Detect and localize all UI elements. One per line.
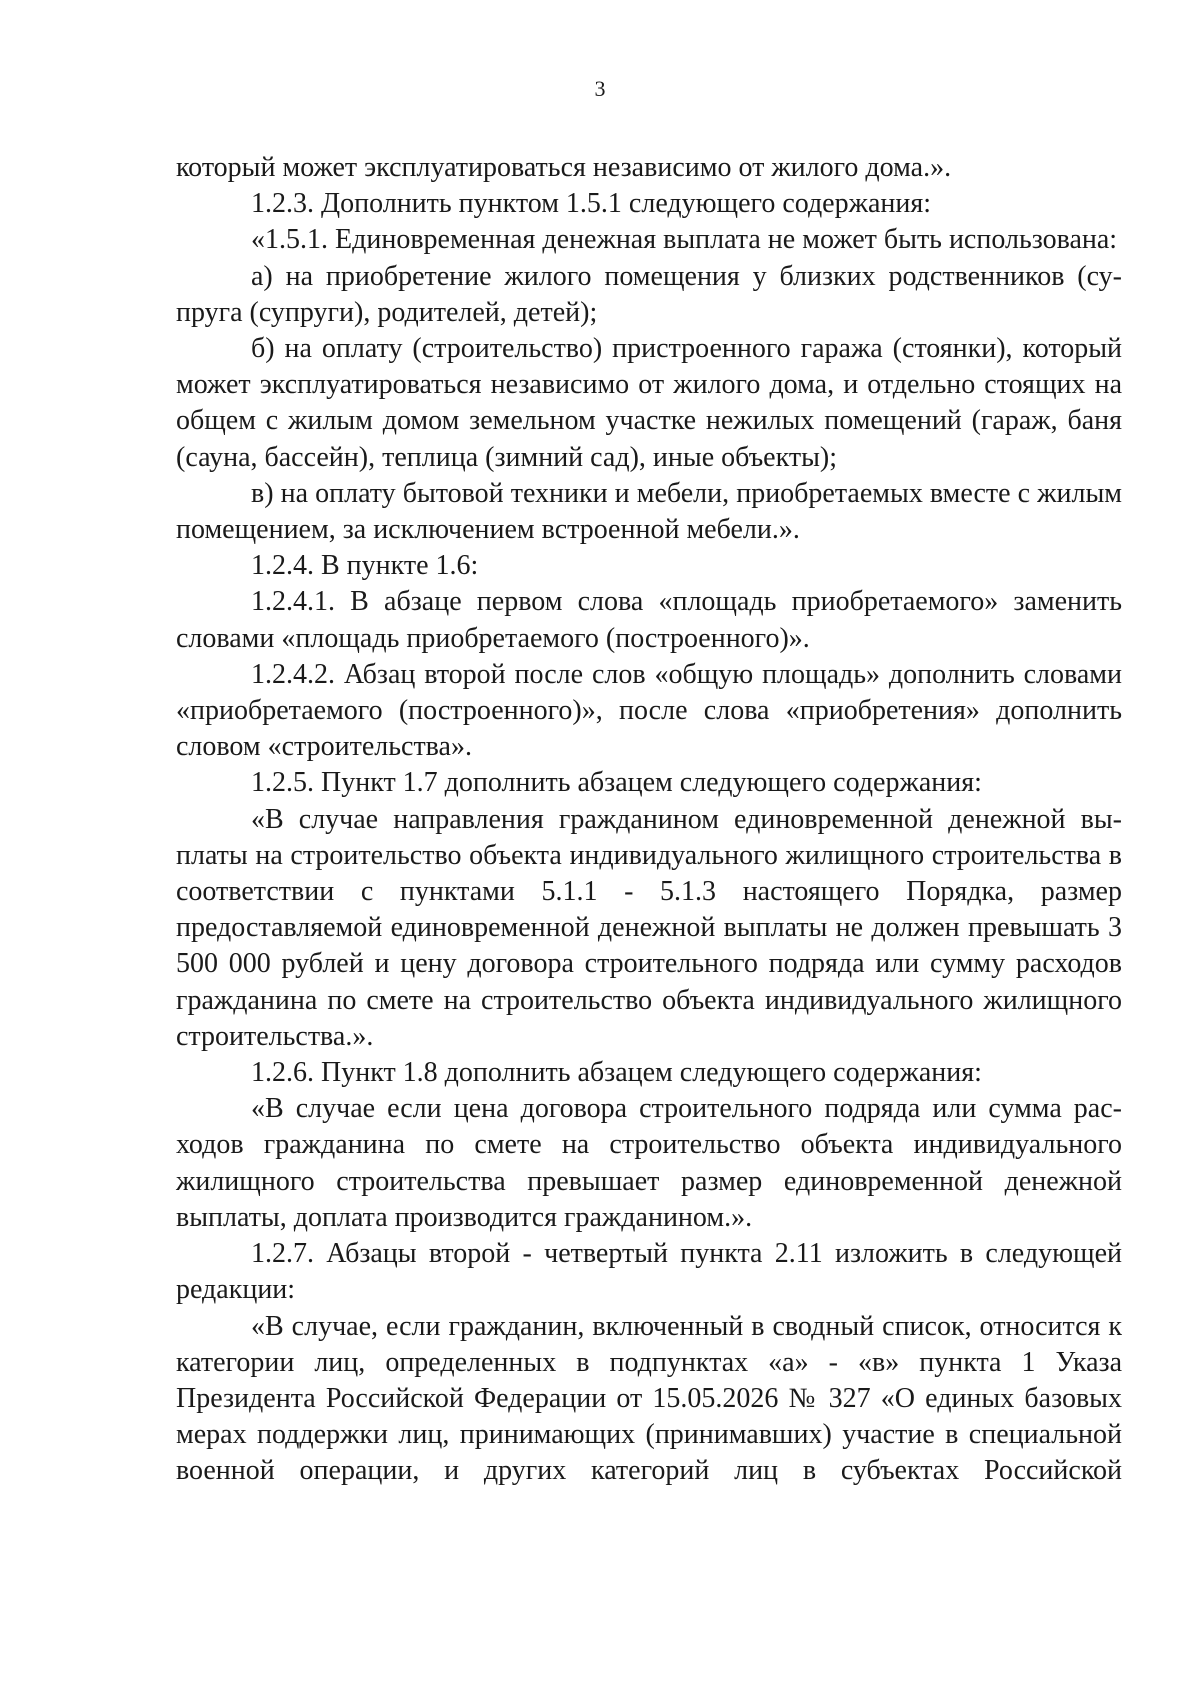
paragraph-5: б) на оплату (строительство) пристроенного гаража (стоянки), который может эксплуатироваться независимо от жилого дома, и отдельно стоящих на общем с жилым домом земельном участке нежилых помещений (гараж, баня (сауна, бассейн), теплица (зимний сад), иные объекты); (176, 333, 1122, 473)
paragraph-10: 1.2.5. Пункт 1.7 дополнить абзацем следующего содержания: (251, 767, 982, 799)
paragraph-7: 1.2.4. В пункте 1.6: (251, 550, 479, 582)
paragraph-8: 1.2.4.1. В абзаце первом слова «площадь приобретаемого» заменить словами «площадь приобретаемого (построенного)». (176, 586, 1122, 654)
paragraph-15: «В случае, если гражданин, включенный в сводный список, относится к категории лиц, определенных в подпунктах «а» - «в» пункта 1 Указа Президента Российской Федерации от 15.05.2026 № 327 «О единых базовых мерах поддержки лиц, принимающих (принимавших) участие в специальной военной операции, и других категорий лиц в субъектах Российской (176, 1310, 1122, 1487)
paragraph-14: 1.2.7. Абзацы второй - четвертый пункта 2.11 изложить в следующей редакции: (176, 1238, 1122, 1306)
paragraph-2: 1.2.3. Дополнить пунктом 1.5.1 следующего содержания: (251, 188, 932, 220)
paragraph-9: 1.2.4.2. Абзац второй после слов «общую площадь» дополнить словами «приобретаемого (построенного)», после слова «приобретения» дополнить словом «строительства». (176, 658, 1122, 763)
paragraph-11: «В случае направления гражданином единовременной денежной выплаты на строительство объекта индивидуального жилищного строительства в соответствии с пунктами 5.1.1 - 5.1.3 настоящего Порядка, размер предоставляемой единовременной денежной выплаты не должен превышать 3 500 000 рублей и цену договора строительного подряда или сумму расходов гражданина по смете на строительство объекта индивидуального жилищного строительства.». (176, 803, 1122, 1052)
paragraph-1: который может эксплуатироваться независимо от жилого дома.». (176, 152, 952, 183)
paragraph-13: «В случае если цена договора строительного подряда или сумма расходов гражданина по смете на строительство объекта индивидуального жилищного строительства превышает размер единовременной денежной выплаты, доплата производится гражданином.». (176, 1093, 1122, 1233)
paragraph-3: «1.5.1. Единовременная денежная выплата не может быть использована: (251, 224, 1118, 256)
page-number: 3 (594, 76, 606, 101)
paragraph-6: в) на оплату бытовой техники и мебели, приобретаемых вместе с жилым помещением, за исключением встроенной мебели.». (176, 477, 1122, 546)
document-body (176, 150, 1122, 1490)
paragraph-12: 1.2.6. Пункт 1.8 дополнить абзацем следующего содержания: (251, 1057, 982, 1089)
paragraph-4: а) на приобретение жилого помещения у близких родственников (супруга (супруги), родителей, детей); (176, 260, 1122, 328)
